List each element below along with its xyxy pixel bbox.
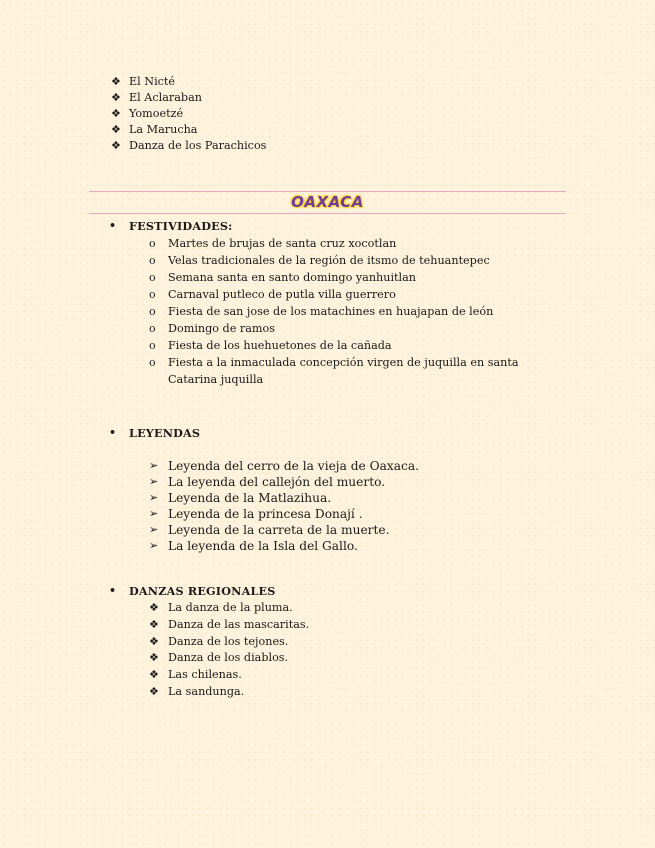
- list-item: ❖ La sandunga.: [168, 684, 309, 701]
- top-dance-list: [111, 74, 267, 154]
- list-item: ➢ Leyenda de la princesa Donají .: [149, 507, 363, 521]
- title-rule-top: [89, 191, 566, 192]
- festividades-list: [149, 235, 548, 388]
- arrow-bullet-icon: ➢: [149, 523, 159, 536]
- list-item: ➢ Leyenda de la carreta de la muerte.: [149, 523, 390, 537]
- diamond-bullet-icon: ❖: [149, 668, 159, 682]
- circle-bullet-icon: o: [149, 322, 156, 335]
- arrow-bullet-icon: ➢: [149, 539, 159, 552]
- diamond-bullet-icon: ❖: [111, 107, 121, 120]
- arrow-bullet-icon: ➢: [149, 459, 159, 472]
- diamond-bullet-icon: ❖: [111, 75, 121, 88]
- list-item: o Carnaval putleco de putla villa guerrero: [149, 288, 396, 301]
- arrow-bullet-icon: ➢: [149, 475, 159, 488]
- title-rule-bottom: [89, 213, 566, 214]
- list-item: o Fiesta a la inmaculada concepción virgen de juquilla en santa Catarina juquilla: [149, 356, 519, 386]
- diamond-bullet-icon: ❖: [149, 601, 159, 614]
- list-item: ❖ Danza de las mascaritas.: [168, 617, 309, 634]
- danzas-list: [149, 600, 310, 701]
- bullet-icon: •: [109, 219, 117, 232]
- list-item: o Martes de brujas de santa cruz xocotlan: [149, 237, 397, 250]
- circle-bullet-icon: o: [149, 288, 156, 301]
- list-item: ❖ Las chilenas.: [168, 667, 309, 684]
- list-item: ❖ Yomoetzé: [111, 107, 184, 120]
- diamond-bullet-icon: ❖: [111, 91, 121, 104]
- diamond-bullet-icon: ❖: [149, 684, 159, 698]
- circle-bullet-icon: o: [149, 271, 156, 284]
- circle-bullet-icon: o: [149, 254, 156, 267]
- list-item: ❖ El Nicté: [111, 75, 176, 88]
- circle-bullet-icon: o: [149, 237, 156, 250]
- circle-bullet-icon: o: [149, 356, 156, 369]
- circle-bullet-icon: o: [149, 339, 156, 352]
- list-item: ➢ Leyenda de la Matlazihua.: [149, 491, 332, 505]
- list-item: ❖ La danza de la pluma.: [168, 600, 309, 617]
- section-heading-leyendas: • LEYENDAS: [109, 426, 201, 440]
- arrow-bullet-icon: ➢: [149, 491, 159, 504]
- section-heading-festividades: • FESTIVIDADES:: [109, 219, 233, 233]
- diamond-bullet-icon: ❖: [149, 651, 159, 665]
- list-item: o Velas tradicionales de la región de itsmo de tehuantepec: [149, 254, 490, 267]
- list-item: ➢ La leyenda de la Isla del Gallo.: [149, 539, 358, 553]
- list-item: o Fiesta de los huehuetones de la cañada: [149, 339, 392, 352]
- diamond-bullet-icon: ❖: [111, 123, 121, 136]
- list-item: ➢ La leyenda del callejón del muerto.: [149, 475, 386, 489]
- list-item: ❖ La Marucha: [111, 123, 198, 136]
- diamond-bullet-icon: ❖: [111, 139, 121, 152]
- list-item: ➢ Leyenda del cerro de la vieja de Oaxaca.: [149, 459, 419, 473]
- list-item: o Domingo de ramos: [149, 322, 275, 335]
- bullet-icon: •: [109, 426, 117, 439]
- list-item: o Fiesta de san jose de los matachines en huajapan de león: [149, 305, 494, 318]
- list-item: ❖ El Aclaraban: [111, 91, 202, 104]
- arrow-bullet-icon: ➢: [149, 507, 159, 520]
- diamond-bullet-icon: ❖: [149, 634, 159, 648]
- list-item: ❖ Danza de los tejones.: [168, 634, 309, 651]
- circle-bullet-icon: o: [149, 305, 156, 318]
- list-item: ❖ Danza de los Parachicos: [111, 139, 267, 152]
- list-item: o Semana santa en santo domingo yanhuitlan: [149, 271, 416, 284]
- section-heading-danzas: • DANZAS REGIONALES: [109, 584, 276, 598]
- bullet-icon: •: [109, 584, 117, 597]
- list-item: ❖ Danza de los diablos.: [168, 650, 309, 667]
- diamond-bullet-icon: ❖: [149, 617, 159, 631]
- leyendas-list: [149, 458, 419, 554]
- page-title: OAXACA: [291, 193, 364, 211]
